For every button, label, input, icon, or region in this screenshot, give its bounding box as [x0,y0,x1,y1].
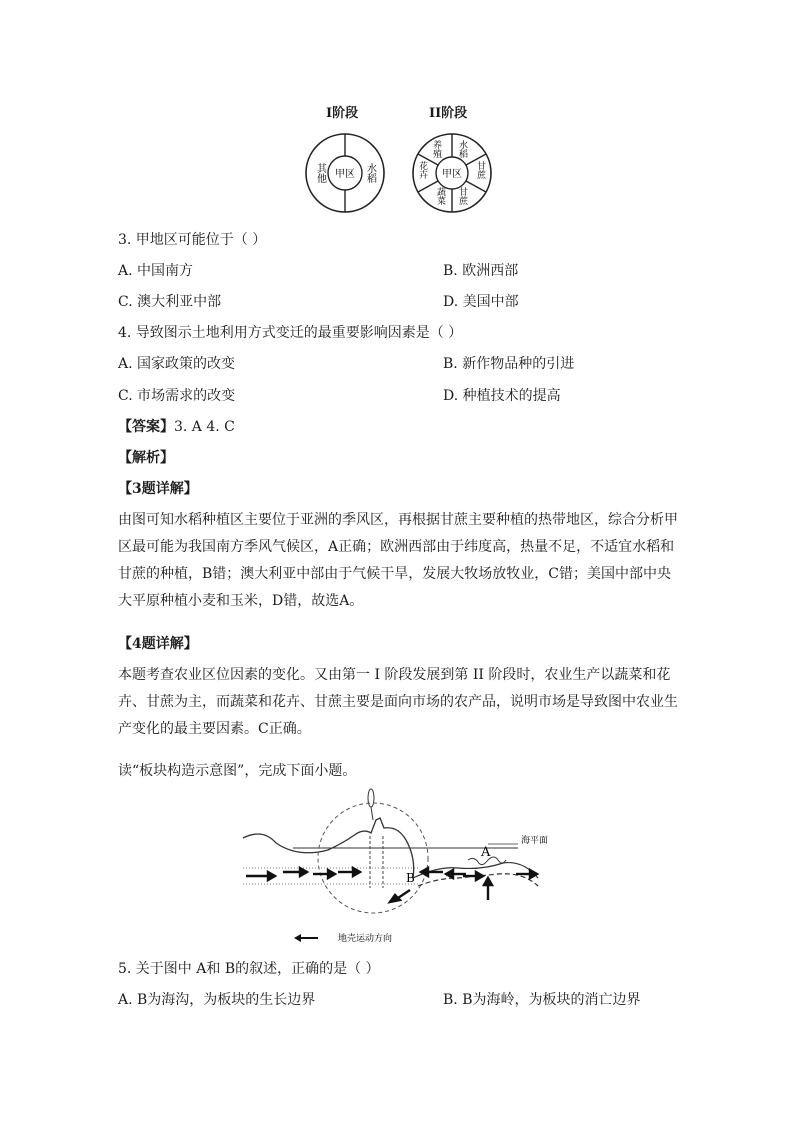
read-instruction: 读“板块构造示意图”，完成下面小题。 [118,763,357,779]
stage2-segment-rice: 水稻 [457,140,467,158]
q5-option-a: A. B为海沟，为板块的生长边界 [118,992,316,1008]
stage2-title: II阶段 [429,106,468,121]
legend-crust-motion: 地壳运动方向 [338,934,393,944]
q4-option-d: D. 种植技术的提高 [443,388,561,404]
stage2-segment-sugarcane-1: 甘蔗 [475,161,485,179]
q4-detail-text: 本题考查农业区位因素的变化。又由第一 I 阶段发展到第 II 阶段时，农业生产以蔬菜和花卉、甘蔗为主，而蔬菜和花卉、甘蔗主要是面向市场的农产品，说明市场是导致图中农业生产变化的最主要因素。C正确。 [118,667,678,737]
answer-line [118,416,235,436]
label-b: B [406,871,415,885]
stage2-center-label: 甲区 [442,169,462,180]
q3-option-a: A. 中国南方 [118,263,194,279]
sea-level-label: 海平面 [521,836,549,846]
q4-stem: 4. 导致图示土地利用方式变迁的最重要影响因素是（ ） [118,325,463,341]
q5-option-b: B. B为海岭，为板块的消亡边界 [443,992,641,1008]
q5-stem: 5. 关于图中 A和 B的叙述，正确的是（ ） [118,961,380,977]
q3-stem: 3. 甲地区可能位于（ ） [118,232,267,248]
q3-option-c: C. 澳大利亚中部 [118,294,222,310]
label-a: A [481,845,491,860]
stage2-segment-flowers: 花卉 [417,161,427,179]
q3-option-b: B. 欧洲西部 [443,263,519,279]
q3-detail-text: 由图可知水稻种植区主要位于亚洲的季风区，再根据甘蔗主要种植的热带地区，综合分析甲区最可能为我国南方季风气候区，A正确；欧洲西部由于纬度高，热量不足，不适宜水稻和甘蔗的种植，B错；澳大利亚中部由于气候干旱，发展大牧场放牧业，C错；美国中部中央大平原种植小麦和玉米，D错，故选A。 [118,512,678,609]
stage1-segment-rice: 水稻 [364,163,376,183]
plate-tectonics-diagram [238,788,558,948]
stage1-segment-other: 其他 [314,163,326,183]
stage1-pie [306,134,384,212]
q3-detail-label: 【3题详解】 [118,481,198,497]
answer-label: 【答案】 [118,419,174,435]
stage1-title: I阶段 [326,106,359,121]
q4-option-c: C. 市场需求的改变 [118,388,236,404]
q4-option-b: B. 新作物品种的引进 [443,356,575,372]
q4-option-a: A. 国家政策的改变 [118,356,236,372]
stage1-center-label: 甲区 [335,169,355,180]
q4-detail-label: 【4题详解】 [118,636,198,652]
stage2-pie [413,134,491,212]
stage2-segment-livestock: 养殖 [431,140,441,158]
analysis-label: 【解析】 [118,450,174,466]
answer-value: 3. A 4. C [174,419,235,435]
stage2-segment-vegetables: 蔬菜 [435,187,445,205]
q3-option-d: D. 美国中部 [443,294,519,310]
stage2-segment-sugarcane-2: 甘蔗 [457,187,467,205]
land-use-diagram [300,125,500,225]
